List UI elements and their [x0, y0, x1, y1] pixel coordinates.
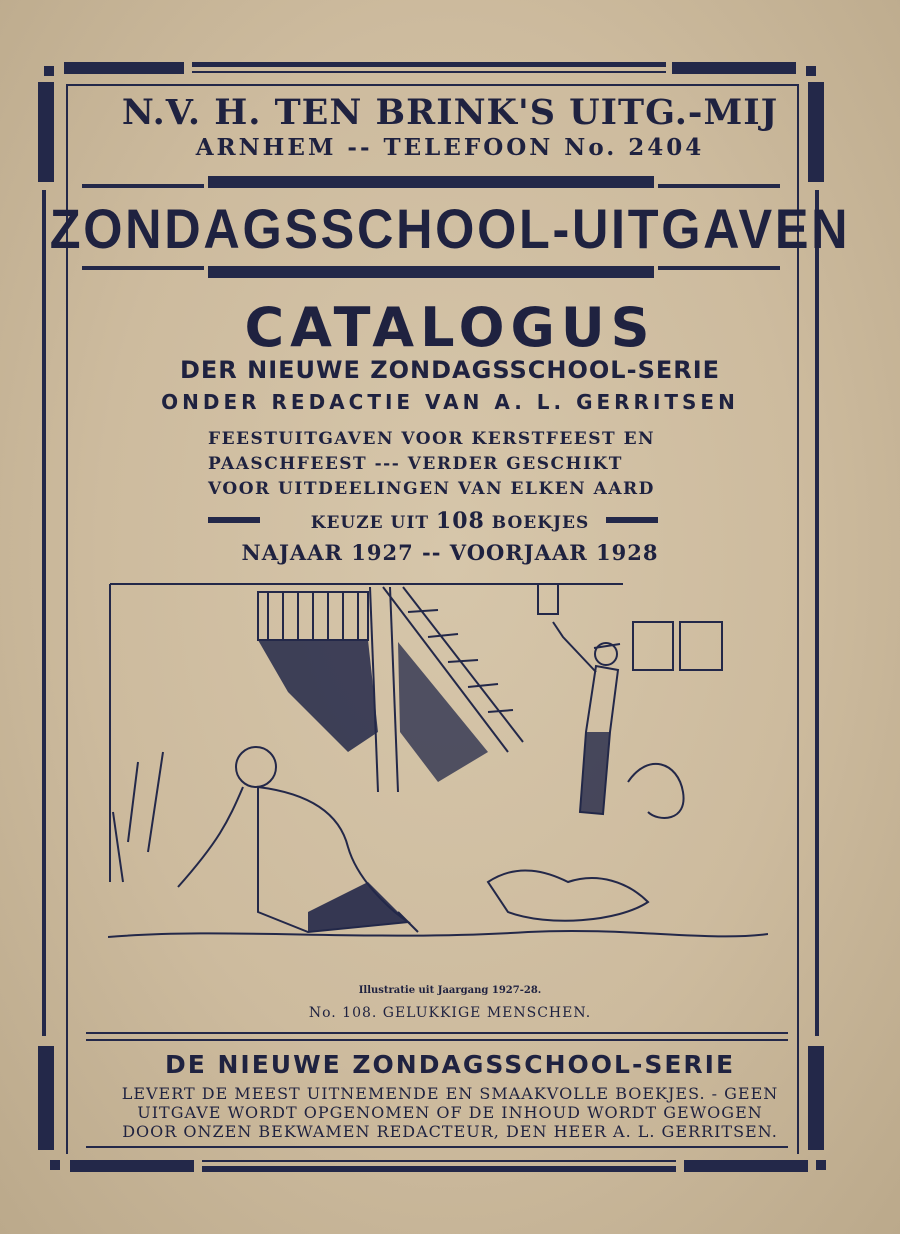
banner-rule	[658, 184, 780, 188]
footer-line: LEVERT DE MEEST UITNEMENDE EN SMAAKVOLLE BOEKJES. - GEEN	[121, 1084, 779, 1103]
window-right	[680, 622, 722, 670]
feest-description	[208, 427, 708, 502]
woman-arm	[178, 787, 243, 887]
season-line: NAJAAR 1927 -- VOORJAAR 1928	[241, 540, 659, 565]
publisher-name: N.V. H. TEN BRINK'S UITG.-MIJ	[121, 92, 779, 133]
window-left	[633, 622, 673, 670]
frame-corner	[806, 66, 816, 76]
catalog-title: CATALOGUS	[244, 296, 656, 359]
frame-corner	[816, 1160, 826, 1170]
man-arm	[553, 622, 596, 672]
illustration-caption: No. 108. GELUKKIGE MENSCHEN.	[308, 1005, 592, 1021]
illustration-credit: Illustratie uit Jaargang 1927-28.	[358, 985, 542, 996]
footer-description	[0, 1084, 900, 1141]
shrub	[488, 870, 648, 920]
feest-line: VOOR UITDEELINGEN VAN ELKEN AARD	[208, 479, 655, 499]
inner-frame-line	[66, 84, 799, 86]
woman-head	[236, 747, 276, 787]
footer-rule	[86, 1032, 788, 1034]
plant-pot	[628, 764, 684, 818]
footer-line: DOOR ONZEN BEKWAMEN REDACTEUR, DEN HEER A. L. GERRITSEN.	[122, 1122, 778, 1141]
banner-rule	[658, 266, 780, 270]
frame-top-bar	[672, 62, 796, 74]
banner-rule	[82, 184, 204, 188]
keuze-prefix: KEUZE UIT	[310, 513, 429, 533]
frame-top-bar	[192, 62, 666, 67]
keuze-rule-right	[606, 517, 658, 523]
balcony-post	[390, 587, 398, 792]
catalog-subtitle: DER NIEUWE ZONDAGSSCHOOL-SERIE	[179, 356, 721, 384]
frame-bottom-bar	[70, 1160, 194, 1172]
catalog-editor: ONDER REDACTIE VAN A. L. GERRITSEN	[161, 390, 739, 414]
keuze-count: 108	[435, 508, 485, 534]
wall-opening	[538, 584, 558, 614]
frame-corner	[44, 66, 54, 76]
banner-rule	[208, 176, 654, 188]
banner-title: ZONDAGSSCHOOL-UITGAVEN	[49, 197, 851, 260]
illustration-garden-scene	[108, 582, 768, 982]
frame-top-bar	[192, 71, 666, 73]
frame-bottom-bar	[684, 1160, 808, 1172]
footer-line: UITGAVE WORDT OPGENOMEN OF DE INHOUD WORDT GEWOGEN	[137, 1103, 763, 1122]
publisher-address: ARNHEM -- TELEFOON No. 2404	[195, 134, 705, 161]
stair-shadow	[398, 642, 488, 782]
feest-line: FEESTUITGAVEN VOOR KERSTFEEST EN	[208, 429, 656, 449]
keuze-line	[0, 508, 900, 534]
frame-bottom-bar	[202, 1166, 676, 1172]
ground-line	[108, 931, 768, 937]
footer-rule	[86, 1039, 788, 1041]
frame-bottom-bar	[202, 1160, 676, 1162]
keuze-suffix: BOEKJES	[491, 513, 590, 533]
feest-line: PAASCHFEEST --- VERDER GESCHIKT	[208, 454, 623, 474]
grass-stalks	[113, 752, 163, 882]
footer-title: DE NIEUWE ZONDAGSSCHOOL-SERIE	[164, 1050, 736, 1079]
balcony-shadow	[258, 640, 378, 752]
footer-rule	[86, 1146, 788, 1148]
frame-corner	[50, 1160, 60, 1170]
banner-rule	[82, 266, 204, 270]
frame-top-bar	[64, 62, 184, 74]
banner-rule	[208, 266, 654, 278]
